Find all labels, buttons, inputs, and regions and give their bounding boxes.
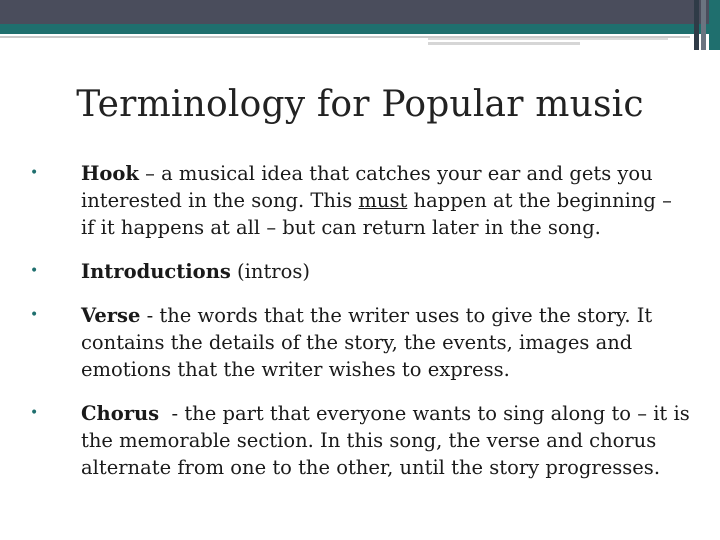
bullet-item-hook xyxy=(30,160,690,241)
term-definition: (intros) xyxy=(230,260,310,283)
term-label: Chorus xyxy=(81,402,160,425)
corner-bar-dark xyxy=(694,0,699,50)
header-rule-accent xyxy=(428,42,580,45)
bullet-list xyxy=(30,160,696,498)
bullet-item-verse xyxy=(30,302,690,383)
term-label: Hook xyxy=(81,162,139,185)
bullet-marker: • xyxy=(30,405,39,421)
term-definition: – a musical idea that catches your ear and gets you interested in the song. This xyxy=(81,162,653,212)
slide-title: Terminology for Popular music xyxy=(76,84,644,125)
term-label: Introductions xyxy=(81,260,231,283)
corner-bar-gray xyxy=(701,0,706,50)
bullet-marker: • xyxy=(30,165,39,181)
header-accent-band xyxy=(0,24,720,34)
bullet-item-introductions xyxy=(30,258,690,285)
bullet-marker: • xyxy=(30,307,39,323)
term-definition: - the part that everyone wants to sing along to – it is the memorable section. In this song, the verse and chorus alternate from one to the other, until the story progresses. xyxy=(81,402,696,479)
corner-bar-teal xyxy=(709,0,720,50)
bullet-marker: • xyxy=(30,263,39,279)
term-definition-continued: happen at the beginning – if it happens at all – but can return later in the song. xyxy=(81,189,672,239)
bullet-item-chorus xyxy=(30,400,696,481)
term-label: Verse xyxy=(81,304,141,327)
header-rule-secondary xyxy=(428,38,668,40)
header-band xyxy=(0,0,720,24)
emphasis-text: must xyxy=(358,189,408,212)
term-definition: - the words that the writer uses to give the story. It contains the details of the story, the events, images and emotions that the writer wishes to express. xyxy=(81,304,653,381)
